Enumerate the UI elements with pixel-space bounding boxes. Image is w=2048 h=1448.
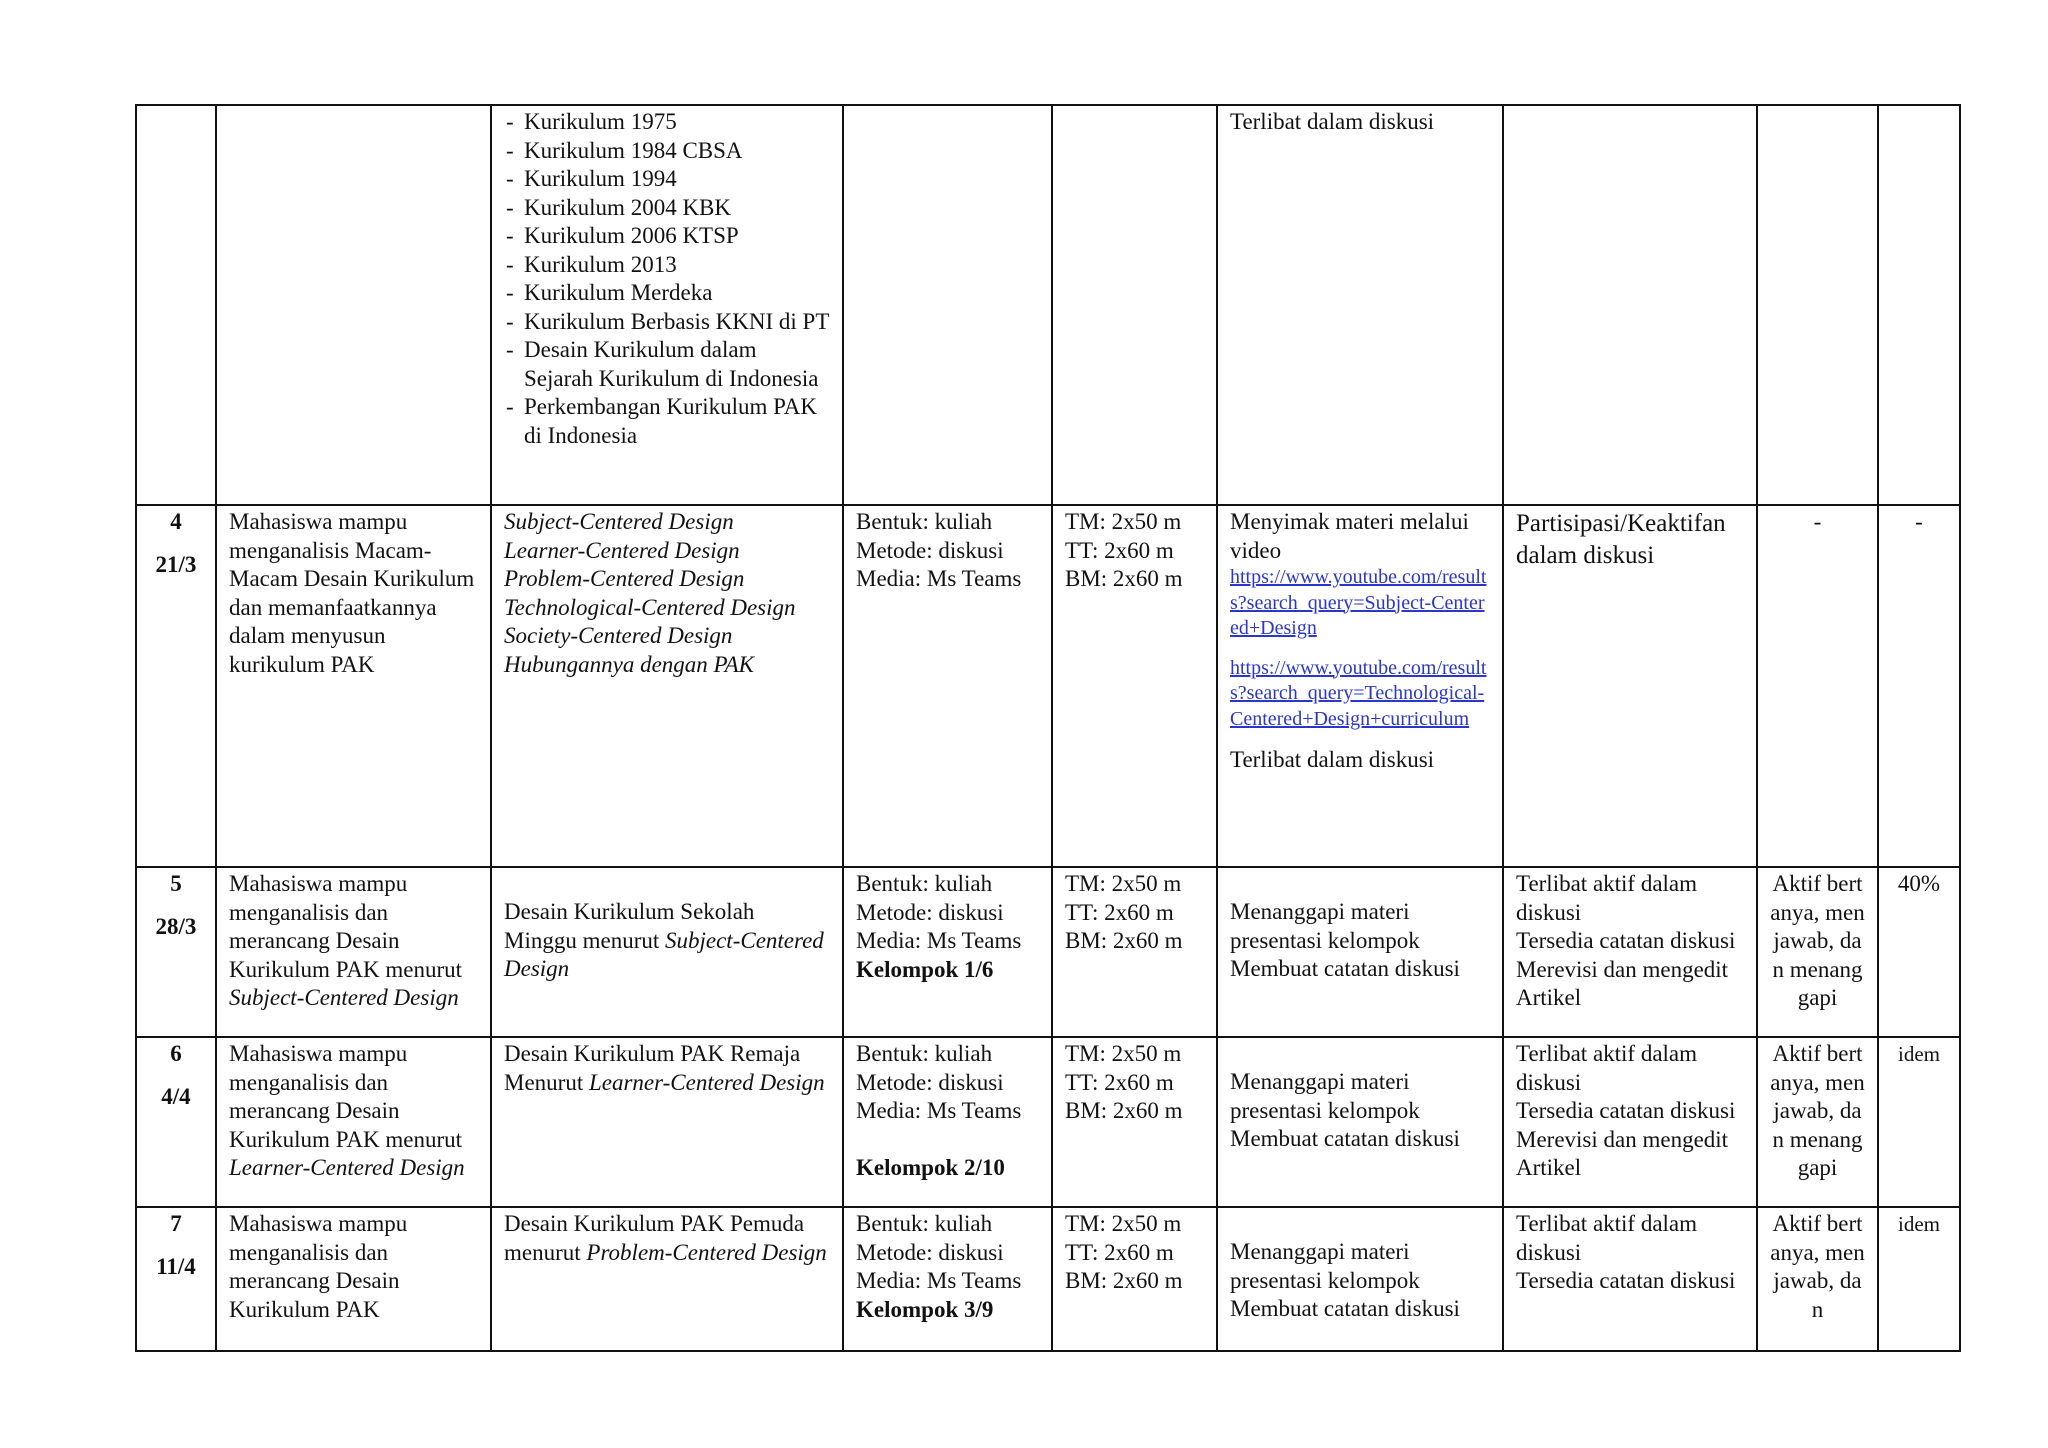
bobot-text: 40% [1897,871,1941,896]
kemampuan-cell [216,867,491,1037]
list-item: - Kurikulum 1984 CBSA [504,137,830,166]
bentuk-text: Bentuk: kuliah [856,509,993,534]
bentuk-cell [843,867,1052,1037]
indikator-text: - [1813,509,1822,534]
waktu-cell [1052,1207,1217,1351]
bentuk-text: Bentuk: kuliah [856,871,993,896]
week-date: 11/4 [156,1253,196,1279]
tt-text: TT: 2x60 m [1065,537,1174,563]
materi-text: Desain Kurikulum PAK Pemuda menurut [504,1211,805,1265]
table-row-continued [136,105,1960,505]
tm-text: TM: 2x50 m [1065,1211,1182,1236]
pengalaman-text: Menanggapi materi presentasi kelompok [1230,899,1420,953]
materi-list [504,108,830,450]
kriteria-text: Merevisi dan mengedit Artikel [1516,1126,1729,1180]
kriteria-text: Terlibat aktif dalam diskusi [1516,871,1698,925]
indikator-cell [1757,1207,1878,1351]
kriteria-text: Partisipasi/Keaktifan dalam diskusi [1516,510,1726,569]
materi-cell [491,1037,843,1207]
waktu-cell [1052,105,1217,505]
bm-text: BM: 2x60 m [1065,928,1183,953]
week-number: 5 [170,871,182,896]
bobot-text: idem [1898,1212,1940,1236]
week-date: 28/3 [155,913,197,939]
list-item: - Perkembangan Kurikulum PAK di Indonesia [504,393,830,450]
table-row-7 [136,1207,1960,1351]
metode-text: Metode: diskusi [856,537,1004,563]
bm-text: BM: 2x60 m [1065,1098,1183,1123]
pengalaman-text: Membuat catatan diskusi [1230,1296,1460,1321]
syllabus-table [135,104,1961,1352]
tt-text: TT: 2x60 m [1065,1239,1174,1265]
materi-design: Problem-Centered Design [586,1239,827,1265]
kelompok-text: Kelompok 2/10 [856,1154,1005,1180]
pengalaman-text: Membuat catatan diskusi [1230,1126,1460,1151]
list-item: - Kurikulum 1975 [504,108,830,137]
bobot-cell [1878,105,1960,505]
bobot-cell [1878,505,1960,867]
indikator-text: Aktif bertanya, menjawab, dan [1770,1211,1865,1322]
kemampuan-cell [216,1037,491,1207]
tt-text: TT: 2x60 m [1065,899,1174,925]
media-text: Media: Ms Teams [856,566,1022,591]
kemampuan-text: Mahasiswa mampu menganalisis Macam-Macam Desain Kurikulum dan memanfaatkannya dalam menyusun kurikulum PAK [229,509,475,677]
pengalaman-text: Terlibat dalam diskusi [1230,109,1435,134]
week-number: 6 [170,1041,182,1066]
materi-design: Subject-Centered Design [504,927,824,981]
list-item: - Kurikulum 2013 [504,251,830,280]
pengalaman-intro: Menyimak materi melalui video [1230,509,1469,563]
bobot-cell [1878,867,1960,1037]
kriteria-cell [1503,1037,1757,1207]
materi-item: Hubungannya dengan PAK [504,651,755,677]
kemampuan-cell [216,1207,491,1351]
week-cell [136,867,216,1037]
table-row-6 [136,1037,1960,1207]
kemampuan-cell [216,105,491,505]
list-item: - Kurikulum Merdeka [504,279,830,308]
list-item: - Kurikulum 2004 KBK [504,194,830,223]
kelompok-text: Kelompok 1/6 [856,956,994,982]
bentuk-text: Bentuk: kuliah [856,1211,993,1236]
tm-text: TM: 2x50 m [1065,1041,1182,1066]
pengalaman-cell [1217,505,1503,867]
kemampuan-cell [216,505,491,867]
indikator-cell [1757,1037,1878,1207]
metode-text: Metode: diskusi [856,1239,1004,1265]
tm-text: TM: 2x50 m [1065,871,1182,896]
week-number: 4 [170,509,182,534]
kriteria-cell [1503,505,1757,867]
week-cell [136,105,216,505]
materi-design: Learner-Centered Design [588,1069,825,1095]
materi-item: Subject-Centered Design [504,509,734,534]
pengalaman-cell [1217,105,1503,505]
bobot-cell [1878,1207,1960,1351]
pengalaman-text: Menanggapi materi presentasi kelompok [1230,1239,1420,1293]
list-item: - Kurikulum Berbasis KKNI di PT [504,308,830,337]
bobot-text: - [1915,509,1923,534]
week-cell [136,1207,216,1351]
pengalaman-cell [1217,1207,1503,1351]
pengalaman-cell [1217,867,1503,1037]
kriteria-text: Tersedia catatan diskusi [1516,1098,1736,1123]
kriteria-cell [1503,1207,1757,1351]
week-cell [136,1037,216,1207]
list-item: - Desain Kurikulum dalam Sejarah Kurikulum di Indonesia [504,336,830,393]
youtube-link-1[interactable]: https://www.youtube.com/results?search_query=Subject-Centered+Design [1230,566,1487,639]
pengalaman-text: Membuat catatan diskusi [1230,956,1460,981]
bobot-text: idem [1898,1042,1940,1066]
table-row-5 [136,867,1960,1037]
metode-text: Metode: diskusi [856,1069,1004,1095]
waktu-cell [1052,1037,1217,1207]
materi-text: Desain Kurikulum Sekolah Minggu menurut [504,899,755,953]
indikator-text: Aktif bertanya, menjawab, dan menanggapi [1770,1041,1865,1180]
kriteria-text: Terlibat aktif dalam diskusi [1516,1211,1698,1265]
bentuk-cell [843,1037,1052,1207]
bentuk-cell [843,505,1052,867]
bentuk-text: Bentuk: kuliah [856,1041,993,1066]
list-item: - Kurikulum 2006 KTSP [504,222,830,251]
kemampuan-text: Mahasiswa mampu menganalisis dan merancang Desain Kurikulum PAK menurut [229,1041,462,1152]
materi-cell [491,867,843,1037]
bm-text: BM: 2x60 m [1065,1268,1183,1293]
materi-item: Learner-Centered Design [504,537,740,563]
kriteria-text: Terlibat aktif dalam diskusi [1516,1041,1698,1095]
indikator-cell [1757,505,1878,867]
bentuk-cell [843,105,1052,505]
materi-text: Desain Kurikulum PAK Remaja Menurut [504,1041,801,1095]
indikator-cell [1757,105,1878,505]
media-text: Media: Ms Teams [856,928,1022,953]
media-text: Media: Ms Teams [856,1268,1022,1293]
waktu-cell [1052,867,1217,1037]
pengalaman-cell [1217,1037,1503,1207]
materi-item: Technological-Centered Design [504,594,796,620]
week-number: 7 [170,1211,182,1236]
metode-text: Metode: diskusi [856,899,1004,925]
week-cell [136,505,216,867]
kemampuan-design: Subject-Centered Design [229,985,459,1010]
kemampuan-design: Learner-Centered Design [229,1155,465,1180]
youtube-link-2[interactable]: https://www.youtube.com/results?search_query=Technological-Centered+Design+curriculum [1230,656,1487,730]
kelompok-text: Kelompok 3/9 [856,1296,994,1322]
kriteria-cell [1503,867,1757,1037]
indikator-cell [1757,867,1878,1037]
waktu-cell [1052,505,1217,867]
kriteria-text: Merevisi dan mengedit Artikel [1516,956,1729,1010]
kriteria-text: Tersedia catatan diskusi [1516,928,1736,953]
table-row-4 [136,505,1960,867]
materi-item: Problem-Centered Design [504,566,745,591]
kriteria-cell [1503,105,1757,505]
list-item: - Kurikulum 1994 [504,165,830,194]
media-text: Media: Ms Teams [856,1098,1022,1123]
pengalaman-outro: Terlibat dalam diskusi [1230,747,1435,772]
week-date: 4/4 [161,1083,191,1109]
materi-cell [491,105,843,505]
kriteria-text: Tersedia catatan diskusi [1516,1268,1736,1293]
materi-item: Society-Centered Design [504,623,733,648]
kemampuan-text: Mahasiswa mampu menganalisis dan merancang Desain Kurikulum PAK menurut [229,871,462,982]
tm-text: TM: 2x50 m [1065,509,1182,534]
kemampuan-text: Mahasiswa mampu menganalisis dan merancang Desain Kurikulum PAK [229,1211,408,1322]
bobot-cell [1878,1037,1960,1207]
bm-text: BM: 2x60 m [1065,566,1183,591]
materi-cell [491,1207,843,1351]
materi-cell [491,505,843,867]
pengalaman-text: Menanggapi materi presentasi kelompok [1230,1069,1420,1123]
week-date: 21/3 [155,551,197,577]
tt-text: TT: 2x60 m [1065,1069,1174,1095]
indikator-text: Aktif bertanya, menjawab, dan menanggapi [1770,871,1865,1010]
bentuk-cell [843,1207,1052,1351]
